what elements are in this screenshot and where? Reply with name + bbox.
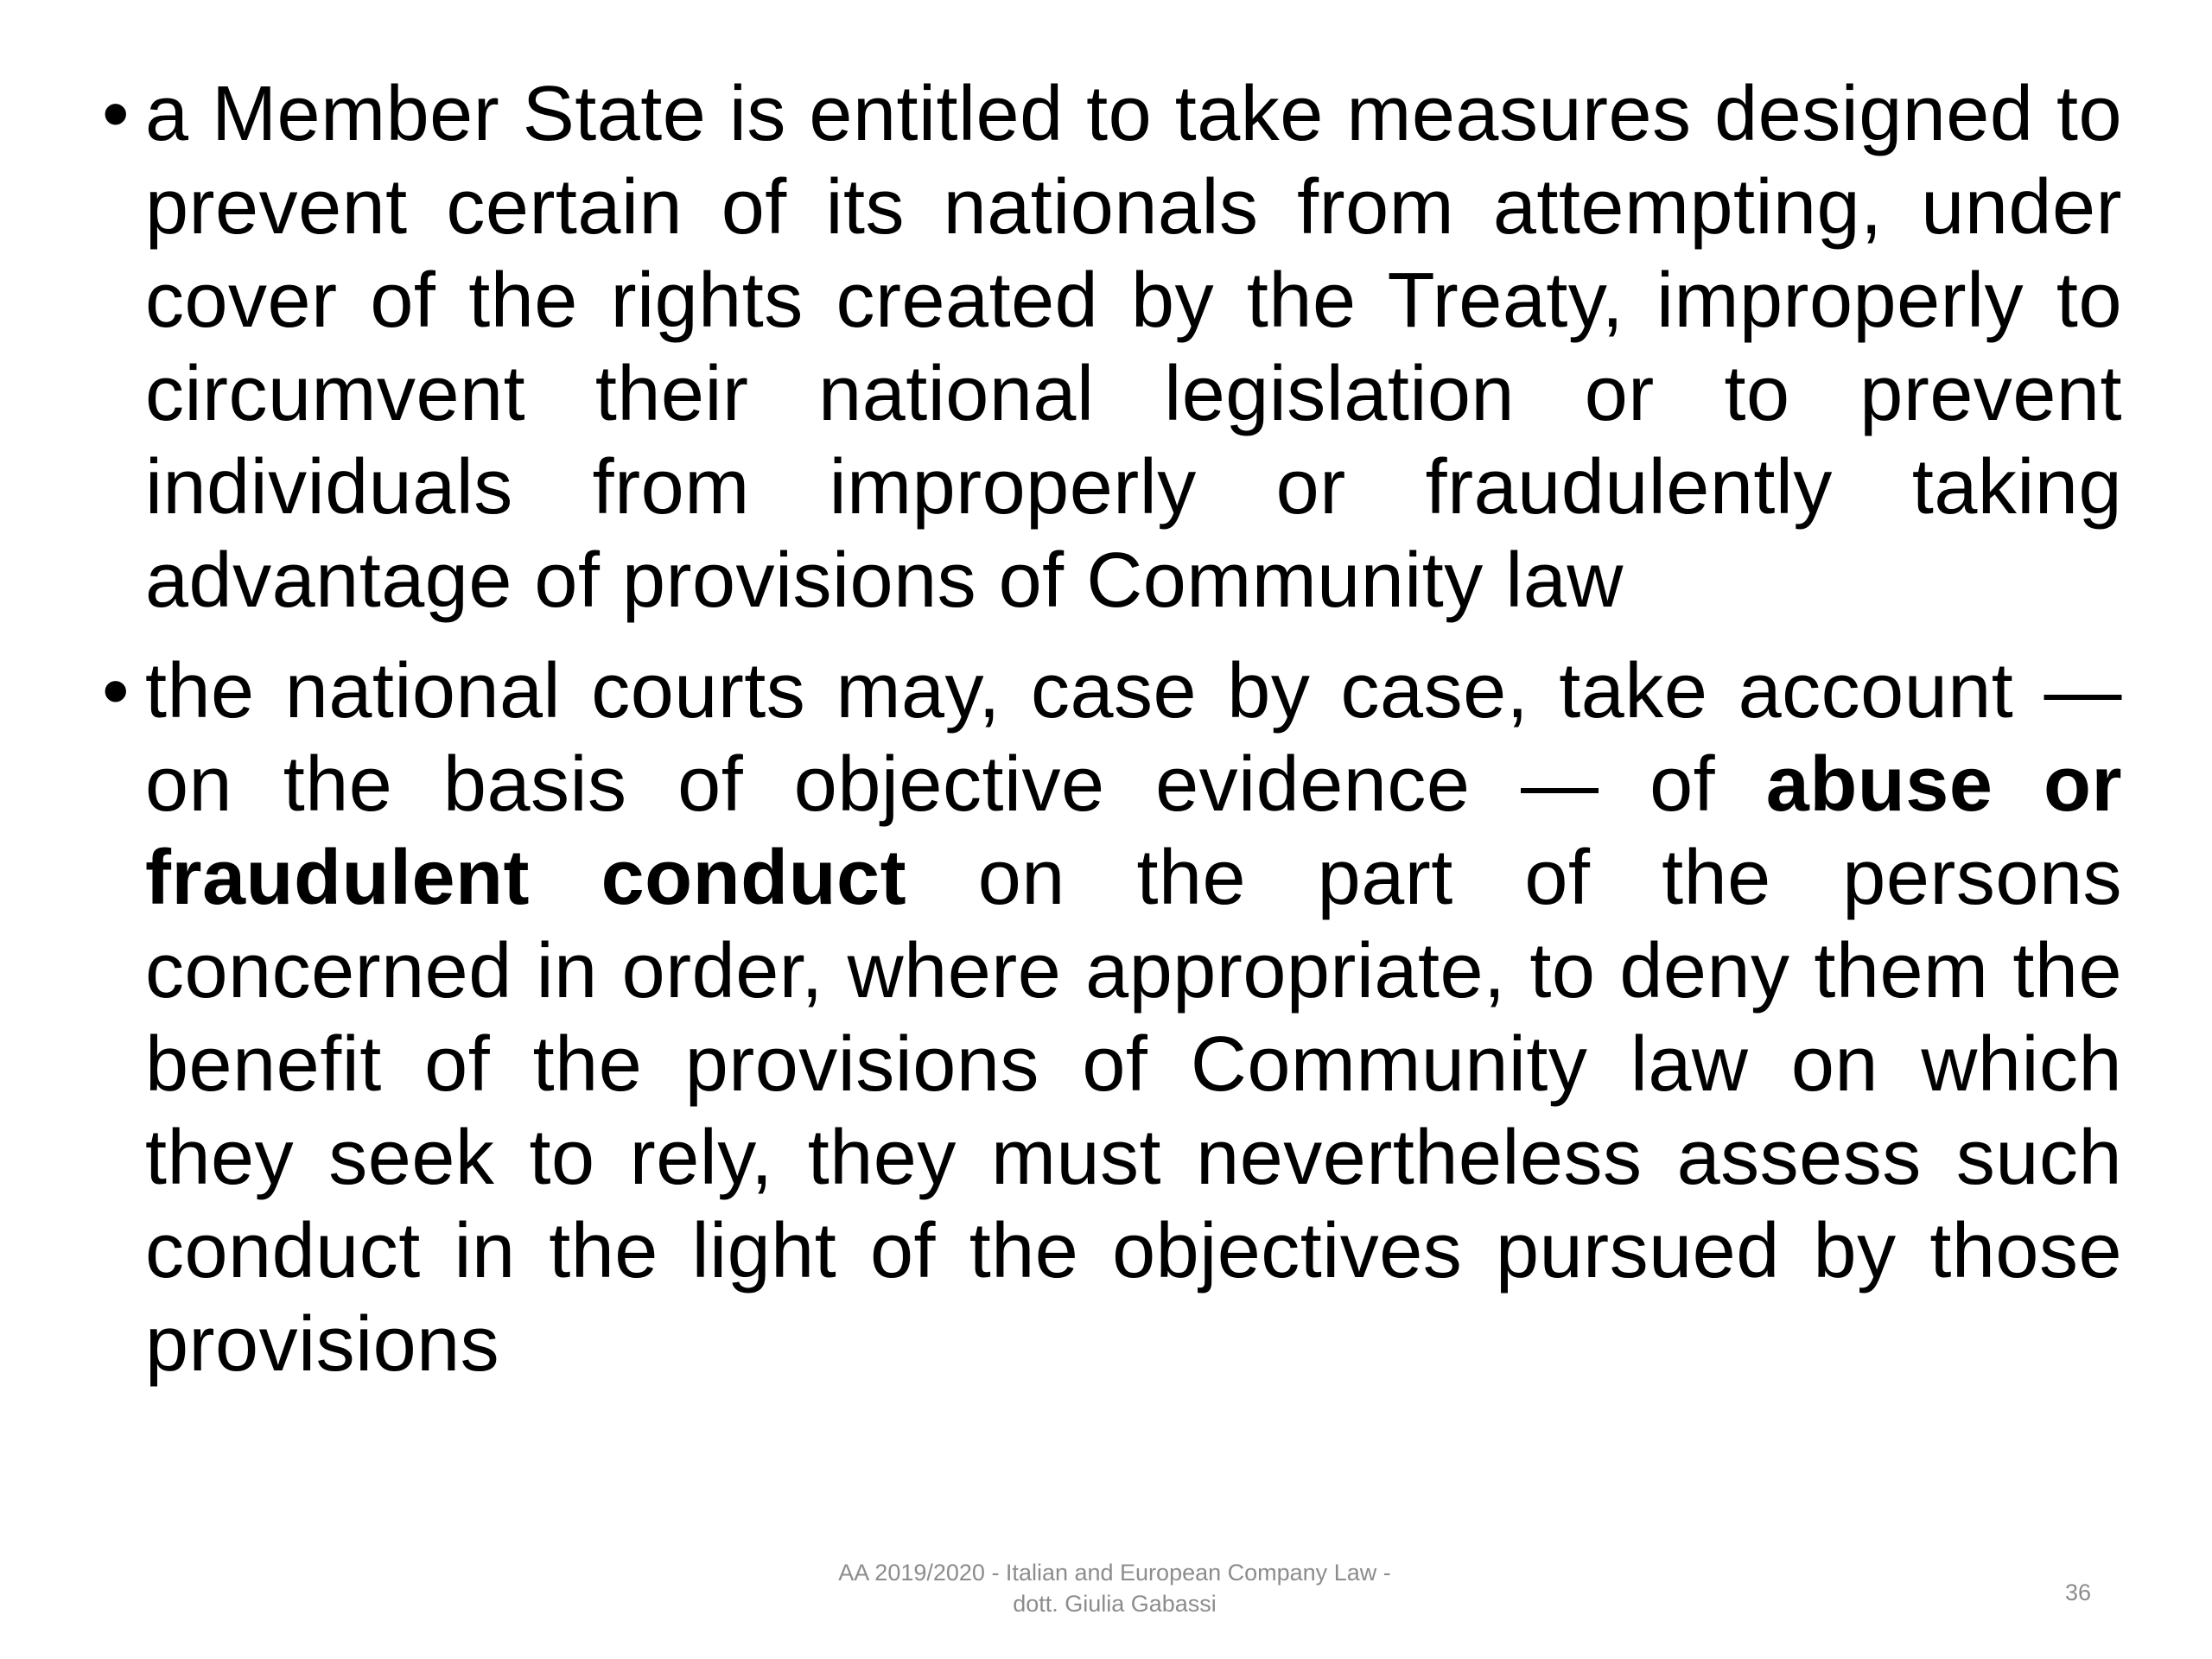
page-number: 36 [2064,1580,2091,1605]
slide-body [102,67,2122,1391]
bullet-text-after: on the part of the persons concerned in order, where appropriate, to deny them the benefit of the provisions of Community law on which they seek to rely, they must nevertheless assess such conduct in the light of the objectives pursued by those provisions [145,835,2122,1388]
footer-line-1: AA 2019/2020 - Italian and European Company Law - [838,1560,1391,1586]
bullet-text: a Member State is entitled to take measures designed to prevent certain of its nationals from attempting, under cover of the rights created by the Treaty, improperly to circumvent their national legislation or to prevent individuals from improperly or fraudulently taking advantage of provisions of Community law [145,71,2122,624]
footer-line-2: dott. Giulia Gabassi [1013,1591,1217,1617]
bullet-text-before: the national courts may, case by case, take account — on the basis of objective evidence — of [145,648,2122,828]
bullet-item-1 [102,67,2122,627]
bullet-item-2 [102,645,2122,1391]
bullet-dot: • [102,648,130,734]
bullet-bold-text: abuse or fraudulent conduct [145,741,2123,921]
slide-footer [760,1557,1469,1619]
bullet-dot: • [102,71,130,157]
